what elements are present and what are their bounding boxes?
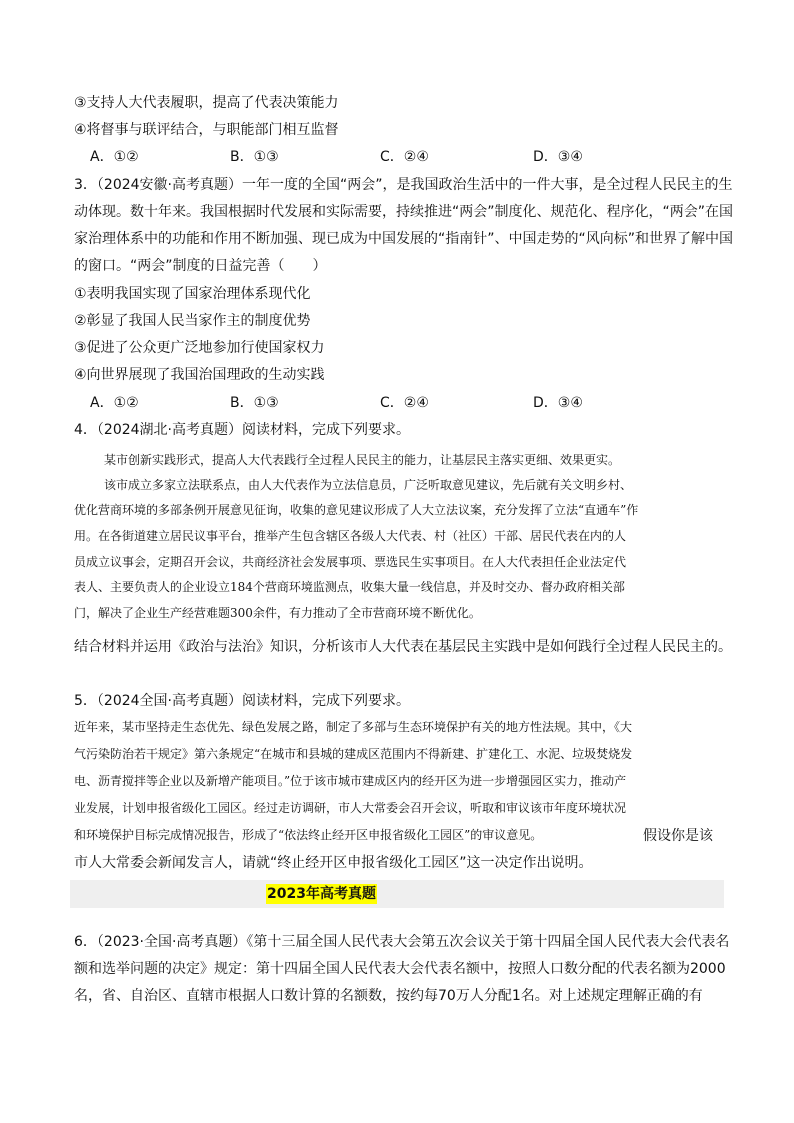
q2-options	[90, 147, 610, 167]
q2-item-4: ④将督事与联评结合，与职能部门相互监督	[74, 122, 339, 138]
q4-material-line-1: 某市创新实践形式，提高人大代表践行全过程人民民主的能力，让基层民主落实更细、效果更实。	[104, 453, 621, 467]
q6-stem-line-3: 名，省、自治区、直辖市根据人口数计算的名额数，按约每70万人分配1名。对上述规定理解正确的有	[74, 988, 703, 1004]
q5-material-line-2: 气污染防治若干规定》第六条规定“在城市和县城的建成区范围内不得新建、扩建化工、水泥、垃圾焚烧发	[74, 747, 633, 761]
q3-option-b: B．①③	[230, 395, 279, 411]
q3-stem-line-3: 家治理体系中的功能和作用不断加强、现已成为中国发展的“指南针”、中国走势的“风向标”和世界了解中国	[74, 231, 734, 247]
q4-material-line-2: 该市成立多家立法联系点，由人大代表作为立法信息员，广泛听取意见建议，先后就有关文明乡村、	[104, 478, 633, 492]
q6-stem-line-2: 额和选举问题的决定》规定：第十四届全国人民代表大会代表名额中，按照人口数分配的代表名额为2000	[74, 961, 726, 977]
q4-question: 结合材料并运用《政治与法治》知识，分析该市人大代表在基层民主实践中是如何践行全过程人民民主的。	[74, 639, 732, 655]
q3-item-3: ③促进了公众更广泛地参加行使国家权力	[74, 340, 325, 356]
q5-material-line-5: 和环境保护目标完成情况报告，形成了“依法终止经开区申报省级化工园区”的审议意见。	[74, 828, 543, 842]
q5-material-line-4: 业发展，计划申报省级化工园区。经过走访调研，市人大常委会召开会议，听取和审议该市年度环境状况	[74, 801, 627, 815]
q3-option-c: C．②④	[380, 395, 429, 411]
q4-material-line-5: 员成立议事会，定期召开会议，共商经济社会发展事项、票选民生实事项目。在人大代表担任企业法定代	[74, 555, 627, 569]
q4-material-line-7: 门，解决了企业生产经营难题300余件，有力推动了全市营商环境不断优化。	[74, 606, 481, 620]
q3-options	[90, 393, 610, 413]
q6-stem-line-1: 6．（2023·全国·高考真题）《第十三届全国人民代表大会第五次会议关于第十四届全国人民代表大会代表名	[74, 934, 730, 950]
q5-ask-part-2: 市人大常委会新闻发言人，请就“终止经开区申报省级化工园区”这一决定作出说明。	[74, 855, 593, 871]
q2-item-3: ③支持人大代表履职，提高了代表决策能力	[74, 95, 339, 111]
q3-stem-line-1: 3．（2024安徽·高考真题）一年一度的全国“两会”，是我国政治生活中的一件大事，是全过程人民民主的生	[74, 177, 733, 193]
q2-option-b: B．①③	[230, 149, 279, 165]
q5-material-line-1: 近年来，某市坚持走生态优先、绿色发展之路，制定了多部与生态环境保护有关的地方性法规。其中，《大	[74, 720, 633, 734]
q3-stem-line-2: 动体现。数十年来。我国根据时代发展和实际需要，持续推进“两会”制度化、规范化、程序化，“两会”在国	[74, 204, 734, 220]
q5-material-line-3: 电、沥青搅拌等企业以及新增产能项目。”位于该市城市建成区内的经开区为进一步增强园区实力，推动产	[74, 774, 627, 788]
q5-ask-part-1: 假设你是该	[643, 828, 713, 844]
q3-stem-line-4: 的窗口。“两会”制度的日益完善（ ）	[74, 258, 327, 274]
q4-material-line-6: 表人、主要负责人的企业设立184个营商环境监测点，收集大量一线信息，并及时交办、督办政府相关部	[74, 580, 625, 594]
q3-item-4: ④向世界展现了我国治国理政的生动实践	[74, 367, 325, 383]
q3-item-1: ①表明我国实现了国家治理体系现代化	[74, 286, 311, 302]
q3-item-2: ②彰显了我国人民当家作主的制度优势	[74, 313, 311, 329]
q4-stem: 4．（2024湖北·高考真题）阅读材料，完成下列要求。	[74, 422, 410, 438]
q3-option-d: D．③④	[533, 395, 583, 411]
section-title: 2023年高考真题	[267, 886, 376, 902]
q2-option-d: D．③④	[533, 149, 583, 165]
section-header-band	[70, 880, 724, 908]
q2-option-a: A．①②	[90, 149, 139, 165]
q3-option-a: A．①②	[90, 395, 139, 411]
q4-material-line-4: 用。在各街道建立居民议事平台，推举产生包含辖区各级人大代表、村（社区）干部、居民代表在内的人	[74, 529, 627, 543]
q4-material-line-3: 优化营商环境的多部条例开展意见征询，收集的意见建议形成了人大立法议案，充分发挥了立法“直通车”作	[74, 503, 639, 517]
q2-option-c: C．②④	[380, 149, 429, 165]
q5-stem: 5．（2024全国·高考真题）阅读材料，完成下列要求。	[74, 693, 410, 709]
